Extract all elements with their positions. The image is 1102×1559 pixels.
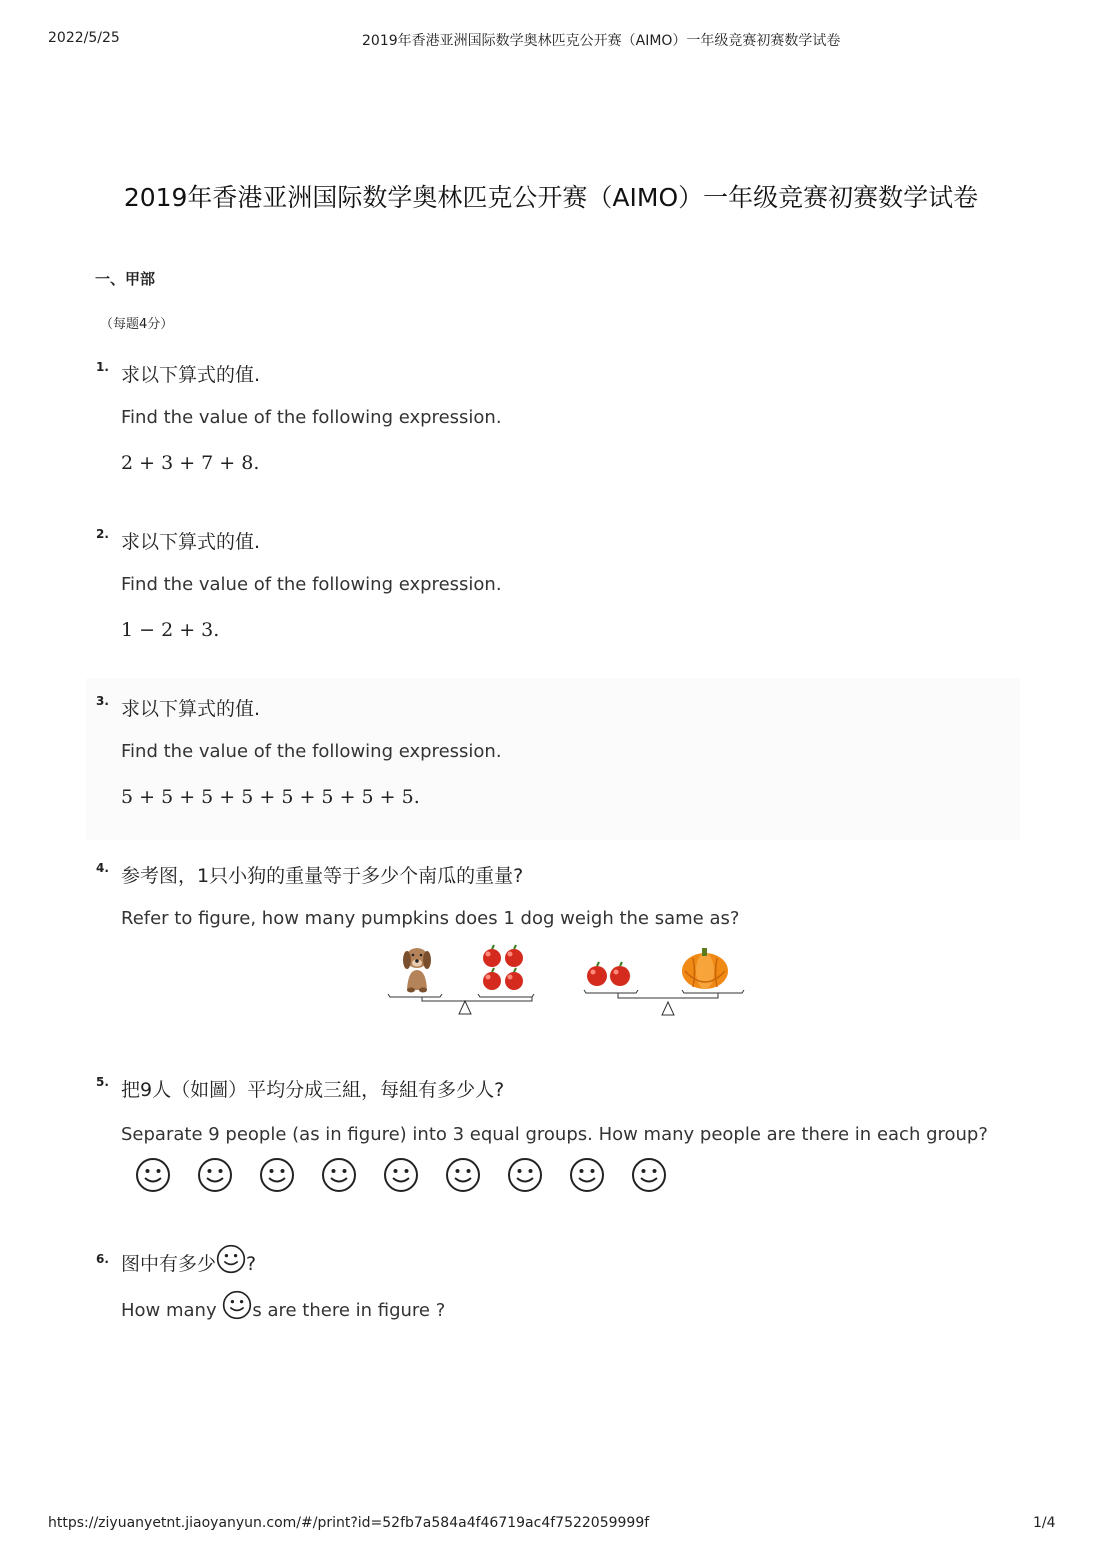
section-heading: 一、甲部 (95, 270, 156, 288)
smiley-icon (222, 1290, 252, 1320)
question-2-english: Find the value of the following expression. (121, 574, 502, 595)
two-apples-icon (587, 962, 630, 986)
document-title: 2019年香港亚洲国际数学奥林匹克公开赛（AIMO）一年级竞赛初赛数学试卷 (123, 183, 979, 212)
question-1-chinese: 求以下算式的值. (121, 364, 261, 386)
question-4-chinese: 参考图，1只小狗的重量等于多少个南瓜的重量? (121, 865, 524, 887)
question-5-english: Separate 9 people (as in figure) into 3 equal groups. How many people are there in each group? (121, 1124, 988, 1145)
question-1-english: Find the value of the following expression. (121, 407, 502, 428)
question-6-english-before: How many (121, 1300, 223, 1321)
smiley-icon (321, 1157, 357, 1193)
question-1-expression: 2 + 3 + 7 + 8. (121, 452, 260, 474)
question-2-expression: 1 − 2 + 3. (121, 619, 220, 641)
smiley-icon (216, 1244, 246, 1274)
balance-scales-figure (380, 938, 760, 1020)
question-6-english (121, 1290, 445, 1321)
question-6-chinese (121, 1244, 256, 1276)
question-5-number: 5. (96, 1075, 109, 1089)
smiley-icon (569, 1157, 605, 1193)
print-header-title: 2019年香港亚洲国际数学奥林匹克公开赛（AIMO）一年级竞赛初赛数学试卷 (362, 33, 841, 49)
pumpkin-icon (682, 948, 728, 989)
question-1-number: 1. (96, 360, 109, 374)
question-6-number: 6. (96, 1252, 109, 1266)
people-figure (135, 1157, 667, 1193)
page-number: 1/4 (1033, 1515, 1056, 1531)
question-3-chinese: 求以下算式的值. (121, 698, 261, 720)
question-6-english-after: s are there in figure ? (252, 1300, 446, 1321)
print-url: https://ziyuanyetnt.jiaoyanyun.com/#/print?id=52fb7a584a4f46719ac4f7522059999f (48, 1515, 650, 1531)
smiley-icon (445, 1157, 481, 1193)
question-5-chinese: 把9人（如圖）平均分成三組，每組有多少人? (121, 1079, 505, 1101)
smiley-icon (383, 1157, 419, 1193)
smiley-icon (259, 1157, 295, 1193)
smiley-icon (631, 1157, 667, 1193)
question-3-expression: 5 + 5 + 5 + 5 + 5 + 5 + 5 + 5. (121, 786, 420, 808)
dog-icon (403, 948, 431, 993)
question-6-chinese-before: 图中有多少 (121, 1253, 217, 1275)
question-6-chinese-after: ? (246, 1253, 257, 1275)
question-2-chinese: 求以下算式的值. (121, 531, 261, 553)
smiley-icon (507, 1157, 543, 1193)
section-note: （每题4分） (100, 317, 174, 332)
question-4-number: 4. (96, 861, 109, 875)
question-3-number: 3. (96, 694, 109, 708)
apple-group-icon (483, 945, 523, 990)
smiley-icon (135, 1157, 171, 1193)
question-2-number: 2. (96, 527, 109, 541)
question-3-english: Find the value of the following expression. (121, 741, 502, 762)
question-4-english: Refer to figure, how many pumpkins does 1 dog weigh the same as? (121, 908, 740, 929)
smiley-icon (197, 1157, 233, 1193)
print-date: 2022/5/25 (48, 30, 120, 46)
